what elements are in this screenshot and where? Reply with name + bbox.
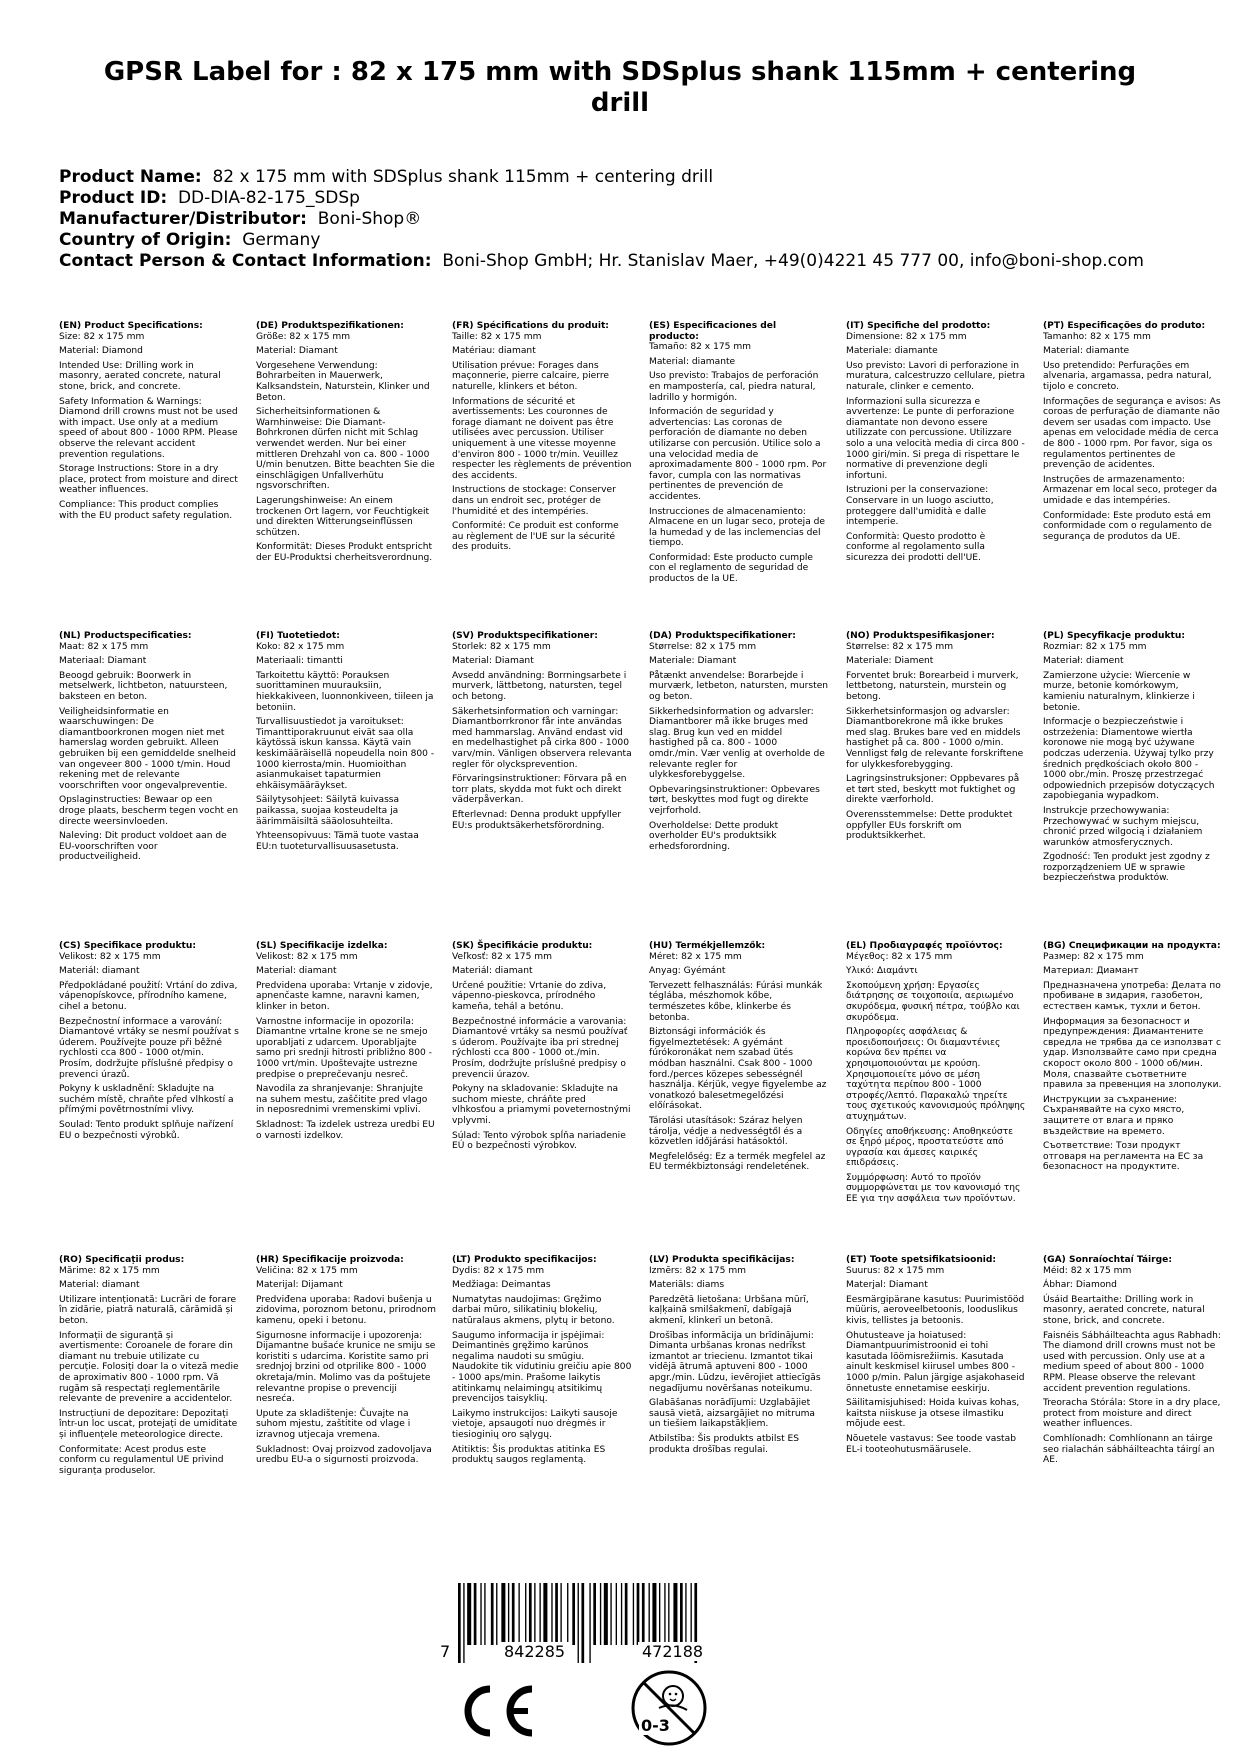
spec-material: Anyag: Gyémánt: [649, 966, 726, 977]
spec-safety: Sikkerhetsinformasjon og advarsler: Diamantborekrone må ikke brukes med slag. Brukes bare ved en middels hastighet på ca. 800 - 1000 o/min. Vennligst følg de relevante forskriftene for ulykkesforebygging.: [846, 706, 1024, 770]
spec-size: Izmērs: 82 x 175 mm: [649, 1265, 747, 1276]
barcode-bar: [659, 1583, 660, 1645]
barcode-bar: [496, 1583, 497, 1645]
origin-value: Germany: [242, 230, 321, 250]
manufacturer-label: Manufacturer/Distributor:: [59, 209, 307, 229]
spec-size: Размер: 82 x 175 mm: [1043, 951, 1144, 962]
barcode-bar: [555, 1583, 558, 1645]
spec-use: Intended Use: Drilling work in masonry, aerated concrete, natural stone, brick, and concrete.: [59, 360, 221, 392]
spec-size: Tamaño: 82 x 175 mm: [649, 342, 752, 353]
language-block: [452, 1255, 632, 1470]
barcode-bar: [508, 1583, 509, 1645]
spec-use: Zamierzone użycie: Wiercenie w murze, betonie komórkowym, kamieniu naturalnym, klinkierze i betonie.: [1043, 670, 1195, 713]
language-block: [59, 1255, 239, 1480]
manufacturer-value: Boni-Shop®: [317, 209, 422, 229]
language-heading: (DA) Produktspecifikationer:: [649, 631, 796, 641]
spec-storage: Navodila za shranjevanje: Shranjujte na suhem mestu, zaščitite pred vlago in neposrednimi vremenskimi vplivi.: [256, 1084, 428, 1116]
spec-compliance: Soulad: Tento produkt splňuje nařízení EU o bezpečnosti výrobků.: [59, 1119, 234, 1141]
language-block: [649, 321, 829, 589]
barcode-bar: [567, 1583, 568, 1645]
spec-compliance: Conformidade: Este produto está em conformidade com o regulamento de segurança de produtos da UE.: [1043, 510, 1212, 542]
barcode-bar: [604, 1583, 608, 1645]
barcode-bar: [610, 1583, 611, 1645]
spec-size: Veľkosť: 82 x 175 mm: [452, 951, 552, 962]
language-heading: (DE) Produktspezifikationen:: [256, 321, 404, 331]
spec-storage: Instructions de stockage: Conserver dans un endroit sec, protéger de l'humidité et des intempéries.: [452, 485, 616, 517]
spec-use: Uso previsto: Trabajos de perforación en mampostería, cal, piedra natural, ladrillo y hormigón.: [649, 371, 819, 403]
spec-storage: Laikymo instrukcijos: Laikyti sausoje vietoje, apsaugoti nuo drėgmės ir tiesioginių oro sąlygų.: [452, 1408, 618, 1440]
product-name-value: 82 x 175 mm with SDSplus shank 115mm + centering drill: [212, 167, 714, 187]
barcode-bar: [642, 1583, 645, 1645]
language-block: [1043, 631, 1223, 888]
spec-size: Suurus: 82 x 175 mm: [846, 1265, 945, 1276]
product-id-row: [59, 188, 1209, 209]
spec-safety: Πληροφορίες ασφάλειας & προειδοποιήσεις: Οι διαμαντένιες κορώνα δεν πρέπει να χρησιμοποιούνται με κρούση. Χρησιμοποιείτε μόνο σε μέση ταχύτητα περίπου 800 - 1000 στροφές/λεπτό. Παρακαλώ τηρείτε τους σχετικούς κανονισμούς πρόληψης ατυχημάτων.: [846, 1027, 1026, 1122]
barcode-bar: [539, 1583, 540, 1645]
contact-value: Boni-Shop GmbH; Hr. Stanislav Maer, +49(0)4221 45 777 00, info@boni-shop.com: [442, 251, 1144, 271]
spec-size: Mărime: 82 x 175 mm: [59, 1265, 160, 1276]
spec-use: Uso previsto: Lavori di perforazione in muratura, calcestruzzo cellulare, pietra naturale, clinker e cemento.: [846, 360, 1026, 392]
spec-safety: Sicherheitsinformationen & Warnhinweise: Die Diamant-Bohrkronen dürfen nicht mit Schlag verwendet werden. Nur bei einer mittleren Drehzahl von ca. 800 - 1000 U/min benutzen. Bitte beachten Sie die einschlägigen Unfallverhütu ngsvorschriften.: [256, 407, 435, 492]
barcode-bar: [668, 1583, 669, 1645]
spec-compliance: Overholdelse: Dette produkt overholder EU's produktsikk erhedsforordning.: [649, 820, 779, 852]
language-heading: (GA) Sonraíochtaí Táirge:: [1043, 1255, 1172, 1265]
language-block: [1043, 1255, 1223, 1470]
spec-size: Größe: 82 x 175 mm: [256, 331, 351, 342]
barcode-bar: [474, 1583, 477, 1645]
spec-material: Material: diamante: [1043, 346, 1130, 357]
spec-use: Avsedd användning: Borrningsarbete i murverk, lättbetong, natursten, tegel och betong.: [452, 670, 627, 702]
spec-material: Material: Diamond: [59, 346, 143, 357]
spec-storage: Инструкции за съхранение: Съхранявайте на сухо място, защитете от влага и пряко въздействие на времето.: [1043, 1094, 1185, 1137]
spec-storage: Instrucciones de almacenamiento: Almacene en un lugar seco, proteja de la humedad y de las inclemencias del tiempo.: [649, 506, 826, 549]
language-heading: (LV) Produkta specifikācijas:: [649, 1255, 795, 1265]
language-block: [649, 631, 829, 856]
barcode-bar: [525, 1583, 526, 1645]
barcode-bar: [691, 1583, 692, 1645]
spec-size: Maat: 82 x 175 mm: [59, 641, 149, 652]
spec-safety: Safety Information & Warnings: Diamond drill crowns must not be used with impact. Use only at a medium speed of about 800 - 1000 RPM. Please observe the relevant accident prevention regulations.: [59, 396, 238, 460]
ce-mark-icon: [456, 1683, 536, 1739]
barcode-bar: [529, 1583, 532, 1645]
spec-safety: Drošības informācija un brīdinājumi: Dimanta urbšanas kronas nedrīkst izmantot ar triecienu. Izmantot tikai vidējā ātrumā aptuveni 800 - 1000 apgr./min. Lūdzu, ievērojiet attiecīgās negadījumu novēršanas noteikumu.: [649, 1330, 821, 1394]
spec-material: Материал: Диамант: [1043, 966, 1139, 977]
spec-material: Materiale: Diamant: [649, 656, 737, 667]
barcode-bar: [633, 1583, 634, 1645]
age-label: 0-3: [641, 1716, 670, 1735]
spec-size: Storlek: 82 x 175 mm: [452, 641, 551, 652]
language-block: [649, 1255, 829, 1459]
spec-compliance: Conformidad: Este producto cumple con el reglamento de seguridad de productos de la UE.: [649, 552, 813, 585]
spec-material: Materijal: Dijamant: [256, 1280, 343, 1291]
spec-size: Størrelse: 82 x 175 mm: [649, 641, 757, 652]
spec-size: Μέγεθος: 82 x 175 mm: [846, 951, 953, 962]
spec-safety: Informações de segurança e avisos: As coroas de perfuração de diamante não devem ser usadas com impacto. Use apenas em velocidade média de cerca de 800 - 1000 rpm. Por favor, siga os regulamentos pertinentes de prevenção de acidentes.: [1043, 396, 1221, 471]
spec-material: Material: diamante: [649, 356, 736, 367]
spec-use: Eesmärgipärane kasutus: Puurimistööd müüris, aeroveelbetoonis, looduslikus kivis, tellistes ja betoonis.: [846, 1294, 1025, 1326]
barcode-bar: [572, 1583, 575, 1645]
barcode-bar: [480, 1583, 481, 1645]
product-id-value: DD-DIA-82-175_SDSp: [177, 188, 360, 208]
barcode-bar: [637, 1583, 640, 1645]
language-block: [846, 631, 1026, 846]
spec-use: Úsáid Beartaithe: Drilling work in masonry, aerated concrete, natural stone, brick, and concrete.: [1043, 1294, 1205, 1326]
spec-use: Påtænkt anvendelse: Borarbejde i murværk, letbeton, natursten, mursten og beton.: [649, 670, 829, 702]
spec-storage: Säilitamisjuhised: Hoida kuivas kohas, kaitsta niiskuse ja otsese ilmastiku mõjude eest.: [846, 1398, 1020, 1430]
spec-material: Material: diamant: [59, 1280, 140, 1291]
spec-material: Materiál: diamant: [452, 966, 533, 977]
spec-compliance: Súlad: Tento výrobok spĺňa nariadenie EÚ o bezpečnosti výrobkov.: [452, 1130, 626, 1152]
spec-storage: Lagerungshinweise: An einem trockenen Ort lagern, vor Feuchtigkeit und direkten Witterungseinflüssen schützen.: [256, 495, 430, 538]
spec-compliance: Konformität: Dieses Produkt entspricht der EU-Produktsi cherheitsverordnung.: [256, 542, 433, 563]
spec-storage: Tárolási utasítások: Száraz helyen tárolja, védje a nedvességtől és a közvetlen időjárási hatásoktól.: [649, 1115, 803, 1148]
language-block: [256, 1255, 436, 1470]
language-block: [59, 321, 239, 525]
barcode-bar: [616, 1583, 617, 1645]
spec-size: Koko: 82 x 175 mm: [256, 641, 345, 652]
spec-size: Tamanho: 82 x 175 mm: [1043, 331, 1151, 342]
spec-safety: Faisnéis Sábháilteachta agus Rabhadh: The diamond drill crowns must not be used with percussion. Only use at a medium speed of about 800 - 1000 RPM. Please observe the relevant accident prevention regulations.: [1043, 1330, 1221, 1394]
spec-safety: Säkerhetsinformation och varningar: Diamantborrkronor får inte användas med hammarslag. Använd endast vid en medelhastighet på cirka 800 - 1000 varv/min. Vänligen observera relevanta regler för olycksprevention.: [452, 706, 632, 770]
barcode-bar: [543, 1583, 547, 1645]
language-block: [846, 941, 1026, 1209]
language-block: [846, 321, 1026, 567]
spec-storage: Lagringsinstruksjoner: Oppbevares på et tørt sted, beskytt mot fuktighet og direkte værforhold.: [846, 774, 1020, 806]
language-heading: (ET) Toote spetsifikatsioonid:: [846, 1255, 997, 1265]
spec-compliance: Megfelelőség: Ez a termék megfelel az EU termékbiztonsági rendeletének.: [649, 1151, 826, 1173]
spec-use: Σκοπούμενη χρήση: Εργασίες διάτρησης σε τοιχοποιία, αεριωμένο σκυρόδεμα, φυσική πέτρα, τούβλο και σκυρόδεμα.: [846, 980, 1020, 1023]
spec-safety: Bezpečnostné informácie a varovania: Diamantové vrtáky sa nesmú používať s úderom. Používajte iba pri strednej rýchlosti cca 800 - 1000 ot./min. Prosím, dodržujte príslušné predpisy o prevencii úrazov.: [452, 1016, 628, 1080]
language-block: [256, 321, 436, 567]
product-info: [59, 167, 1209, 272]
language-block: [59, 631, 239, 867]
language-block: [59, 941, 239, 1145]
barcode-bar: [685, 1583, 686, 1645]
spec-use: Utilisation prévue: Forages dans maçonnerie, pierre calcaire, pierre naturelle, klinkers et béton.: [452, 360, 609, 392]
barcode-bar: [512, 1583, 515, 1645]
barcode-bar: [680, 1583, 683, 1645]
barcode-bar: [600, 1583, 601, 1645]
spec-size: Veličina: 82 x 175 mm: [256, 1265, 358, 1276]
language-block: [1043, 941, 1223, 1177]
language-block: [846, 1255, 1026, 1459]
barcode-digits-left: 842285: [500, 1642, 569, 1661]
spec-use: Forventet bruk: Borearbeid i murverk, lettbetong, naturstein, murstein og betong.: [846, 670, 1019, 702]
spec-storage: Pokyny na skladovanie: Skladujte na suchom mieste, chráňte pred vlhkosťou a priamymi poveternostnými vplyvmi.: [452, 1084, 631, 1126]
spec-compliance: Comhlíonadh: Comhlíonann an táirge seo rialachán sábháilteachta táirgí an AE.: [1043, 1433, 1215, 1466]
origin-label: Country of Origin:: [59, 230, 232, 250]
barcode-bar: [551, 1583, 552, 1645]
language-heading: (HU) Termékjellemzők:: [649, 941, 766, 951]
spec-use: Tarkoitettu käyttö: Porauksen suorittaminen muurauksiin, hiekkakiveen, luonnonkiveen, tiileen ja betoniin.: [256, 670, 434, 713]
spec-safety: Informații de siguranță și avertismente: Coroanele de forare din diamant nu trebuie utilizate cu percuție. Folosiți doar la o viteză medie de aproximativ 800 - 1000 rpm. Vă rugăm să respectați reglementările relevante de prevenire a accidentelor.: [59, 1330, 239, 1405]
language-heading: (HR) Specifikacije proizvoda:: [256, 1255, 404, 1265]
language-heading: (LT) Produkto specifikacijos:: [452, 1255, 597, 1265]
spec-size: Taille: 82 x 175 mm: [452, 331, 542, 342]
barcode-bar: [652, 1583, 656, 1645]
language-heading: (NL) Productspecificaties:: [59, 631, 192, 641]
spec-compliance: Sukladnost: Ovaj proizvod zadovoljava uredbu EU-a o sigurnosti proizvoda.: [256, 1444, 432, 1466]
spec-compliance: Conformité: Ce produit est conforme au règlement de l'UE sur la sécurité des produits.: [452, 521, 619, 553]
barcode-bar: [560, 1583, 561, 1645]
spec-size: Rozmiar: 82 x 175 mm: [1043, 641, 1147, 652]
spec-use: Numatytas naudojimas: Gręžimo darbai mūro, silikatinių blokelių, natūralaus akmens, plytų ir betono.: [452, 1294, 615, 1326]
barcode-bar: [649, 1583, 650, 1645]
language-heading: (EN) Product Specifications:: [59, 321, 203, 331]
spec-storage: Förvaringsinstruktioner: Förvara på en torr plats, skydda mot fukt och direkt väderpåverkan.: [452, 774, 627, 806]
spec-material: Material: Diamant: [452, 656, 534, 667]
spec-compliance: Conformitate: Acest produs este conform cu regulamentul UE privind siguranța produselor.: [59, 1444, 224, 1476]
spec-size: Velikost: 82 x 175 mm: [59, 951, 161, 962]
barcode-bar: [518, 1583, 519, 1645]
product-name-label: Product Name:: [59, 167, 202, 187]
barcode-bar: [501, 1583, 505, 1645]
spec-compliance: Conformità: Questo prodotto è conforme al regolamento sulla sicurezza dei prodotti dell'UE.: [846, 531, 986, 563]
spec-material: Materiál: diamant: [59, 966, 140, 977]
spec-material: Medžiaga: Deimantas: [452, 1280, 551, 1291]
spec-safety: Bezpečnostní informace a varování: Diamantové vrtáky se nesmí používat s úderem. Používejte pouze při běžné rychlosti cca 800 - 1000 ot/min. Prosím, dodržujte příslušné předpisy o prevenci úrazů.: [59, 1016, 239, 1080]
spec-storage: Istruzioni per la conservazione: Conservare in un luogo asciutto, proteggere dall'umidità e dalle intemperie.: [846, 485, 994, 528]
language-block: [452, 631, 632, 835]
spec-material: Materiāls: diams: [649, 1280, 725, 1291]
spec-material: Matériau: diamant: [452, 346, 536, 357]
spec-storage: Treoracha Stórála: Store in a dry place, protect from moisture and direct weather influences.: [1043, 1398, 1221, 1430]
language-heading: (CS) Specifikace produktu:: [59, 941, 196, 951]
spec-compliance: Yhteensopivuus: Tämä tuote vastaa EU:n tuoteturvallisuusasetusta.: [256, 831, 419, 852]
barcode-bar: [491, 1583, 494, 1645]
barcode-bar: [484, 1583, 485, 1645]
language-heading: (PL) Specyfikacje produktu:: [1043, 631, 1185, 641]
language-heading: (SK) Špecifikácie produktu:: [452, 941, 593, 951]
barcode-digits: [438, 1642, 752, 1664]
spec-compliance: Overensstemmelse: Dette produktet oppfyller EUs forskrift om produktsikkerhet.: [846, 809, 1013, 842]
spec-storage: Instrucțiuni de depozitare: Depozitați într-un loc uscat, protejați de umiditate și influențele meteorologice directe.: [59, 1408, 238, 1440]
spec-material: Material: diamant: [256, 966, 337, 977]
not-for-children-0-3-icon: [629, 1668, 709, 1748]
spec-material: Materiał: diament: [1043, 656, 1124, 667]
barcode-bar: [621, 1583, 622, 1645]
spec-safety: Ohutusteave ja hoiatused: Diamantpuurimistroonid ei tohi kasutada löömisrežiimis. Kasutada ainult keskmisel kiirusel umbes 800 - 1000 p/min. Palun järgige asjakohaseid õnnetuste ennetamise eeskirju.: [846, 1330, 1025, 1394]
spec-material: Materiale: diamante: [846, 346, 938, 357]
spec-size: Méret: 82 x 175 mm: [649, 951, 742, 962]
barcode-bar: [534, 1583, 535, 1645]
manufacturer-row: [59, 209, 1209, 230]
spec-storage: Οδηγίες αποθήκευσης: Αποθηκεύστε σε ξηρό μέρος, προστατεύστε από υγρασία και άμεσες καιρικές επιδράσεις.: [846, 1126, 1014, 1169]
spec-safety: Información de seguridad y advertencias: Las coronas de perforación de diamante no deben utilizarse con percusión. Utilice solo a una velocidad media de aproximadamente 800 - 1000 rpm. Por favor, cumpla con las normativas pertinentes de prevención de accidentes.: [649, 407, 827, 502]
origin-row: [59, 230, 1209, 251]
spec-material: Materiale: Diament: [846, 656, 934, 667]
barcode-bar: [593, 1583, 596, 1645]
language-heading: (PT) Especificações do produto:: [1043, 321, 1206, 331]
language-block: [452, 321, 632, 557]
language-block: [452, 941, 632, 1156]
spec-use: Paredzētā lietošana: Urbšana mūrī, kaļķainā smilšakmenī, dabīgajā akmenī, klinkerī un betonā.: [649, 1294, 809, 1326]
page-title: GPSR Label for : 82 x 175 mm with SDSplus shank 115mm + centering drill: [103, 57, 1137, 118]
spec-compliance: Atbilstība: Šis produkts atbilst ES produkta drošības regulai.: [649, 1433, 800, 1455]
spec-storage: Opslaginstructies: Bewaar op een droge plaats, bescherm tegen vocht en directe weersinvloeden.: [59, 795, 239, 827]
contact-label: Contact Person & Contact Information:: [59, 251, 432, 271]
contact-row: [59, 251, 1209, 272]
spec-compliance: Efterlevnad: Denna produkt uppfyller EU:s produktsäkerhetsförordning.: [452, 809, 622, 831]
language-heading: (FI) Tuotetiedot:: [256, 631, 340, 641]
spec-material: Ábhar: Diamond: [1043, 1280, 1117, 1291]
spec-use: Uso pretendido: Perfurações em alvenaria, argamassa, pedra natural, tijolo e concreto.: [1043, 360, 1212, 392]
barcode-digits-right: 472188: [638, 1642, 707, 1661]
spec-safety: Sigurnosne informacije i upozorenja: Dijamantne bušaće krunice ne smiju se koristiti s udarcima. Koristite samo pri srednjoj brzini od otprilike 800 - 1000 okretaja/min. Molimo vas da poštujete relevantne propise o prevenciji nesreća.: [256, 1330, 436, 1405]
spec-use: Utilizare intenționată: Lucrări de forare în zidărie, piatră naturală, cărămidă și beton.: [59, 1294, 237, 1326]
barcode-bar: [664, 1583, 665, 1645]
language-block: [1043, 321, 1223, 546]
barcode-digit-first: 7: [436, 1642, 454, 1661]
barcode-bar: [673, 1583, 677, 1645]
barcode-bar: [625, 1583, 628, 1645]
spec-size: Size: 82 x 175 mm: [59, 331, 145, 342]
spec-storage: Instrukcje przechowywania: Przechowywać w suchym miejscu, chronić przed wilgocią i działaniem warunków atmosferycznych.: [1043, 805, 1203, 848]
spec-compliance: Nõuetele vastavus: See toode vastab EL-i tooteohutusmäärusele.: [846, 1433, 1016, 1455]
spec-size: Dydis: 82 x 175 mm: [452, 1265, 545, 1276]
spec-safety: Turvallisuustiedot ja varoitukset: Timanttiporakruunut eivät saa olla käytössä iskun kanssa. Käytä vain keskimääräisellä nopeudella noin 800 - 1000 kierrosta/min. Huomioithan asianmukaiset tapaturmien ehkäisymääräykset.: [256, 717, 435, 791]
spec-safety: Информация за безопасност и предупреждения: Диамантените свредла не трябва да се използват с удар. Използвайте само при средна скорост около 800 - 1000 об/мин. Моля, спазвайте съответните правила за превенция на злополуки.: [1043, 1016, 1222, 1091]
spec-use: Predviđena uporaba: Radovi bušenja u zidovima, poroznom betonu, prirodnom kamenu, opeki i betonu.: [256, 1294, 436, 1326]
spec-use: Predvidena uporaba: Vrtanje v zidovje, apnenčaste kamne, naravni kamen, klinker in beton.: [256, 980, 433, 1012]
spec-safety: Sikkerhedsinformation og advarsler: Diamantborer må ikke bruges med slag. Brug kun ved en middel hastighed på ca. 800 - 1000 omdr./min. Vær venlig at overholde de relevante regler for ulykkesforebyggelse.: [649, 706, 825, 781]
spec-size: Dimensione: 82 x 175 mm: [846, 331, 967, 342]
spec-material: Materiaal: Diamant: [59, 656, 147, 667]
barcode-bar: [467, 1583, 471, 1645]
spec-compliance: Naleving: Dit product voldoet aan de EU-voorschriften voor productveiligheid.: [59, 831, 227, 863]
language-block: [256, 941, 436, 1145]
spec-compliance: Skladnost: Ta izdelek ustreza uredbi EU o varnosti izdelkov.: [256, 1119, 435, 1141]
spec-compliance: Συμμόρφωση: Αυτό το προϊόν συμμορφώνεται με τον κανονισμό της ΕΕ για την ασφάλεια των προϊόντων.: [846, 1172, 1021, 1205]
language-heading: (EL) Προδιαγραφές προϊόντος:: [846, 941, 1003, 951]
language-heading: (ES) Especificaciones del producto:: [649, 321, 777, 342]
language-heading: (SV) Produktspecifikationer:: [452, 631, 598, 641]
spec-size: Méid: 82 x 175 mm: [1043, 1265, 1132, 1276]
spec-use: Vorgesehene Verwendung: Bohrarbeiten in Mauerwerk, Kalksandstein, Naturstein, Klinker und Beton.: [256, 360, 430, 403]
spec-safety: Varnostne informacije in opozorila: Diamantne vrtalne krone se ne smejo uporabljati z udarcem. Uporabljajte samo pri srednji hitrosti približno 800 - 1000 vrt/min. Upoštevajte ustrezne predpise o preprečevanju nesreč.: [256, 1016, 432, 1080]
spec-size: Velikost: 82 x 175 mm: [256, 951, 358, 962]
spec-storage: Instruções de armazenamento: Armazenar em local seco, proteger da umidade e das intempéries.: [1043, 474, 1218, 506]
spec-material: Υλικό: Διαμάντι: [846, 966, 918, 977]
spec-material: Materjal: Diamant: [846, 1280, 928, 1291]
language-heading: (IT) Specifiche del prodotto:: [846, 321, 991, 331]
spec-compliance: Atitiktis: Šis produktas atitinka ES produktų saugos reglamentą.: [452, 1444, 606, 1466]
spec-safety: Informacje o bezpieczeństwie i ostrzeżenia: Diamentowe wiertła koronowe nie mogą być używane podczas uderzenia. Używaj tylko przy średnich prędkościach około 800 - 1000 obr./min. Proszę przestrzegać odpowiednich przepisów dotyczących zapobiegania wypadkom.: [1043, 717, 1215, 802]
spec-safety: Informazioni sulla sicurezza e avvertenze: Le punte di perforazione diamantate non devono essere utilizzate con percussione. Utilizzare solo a una velocità media di circa 800 - 1000 giri/min. Si prega di rispettare le normative di prevenzione degli infortuni.: [846, 396, 1025, 481]
product-id-label: Product ID:: [59, 188, 168, 208]
language-block: [649, 941, 829, 1177]
spec-safety: Informations de sécurité et avertissements: Les couronnes de forage diamant ne doivent pas être utilisées avec percussion. Utiliser uniquement à une vitesse moyenne d'environ 800 - 1000 tr/min. Veuillez respecter les règlements de prévention des accidents.: [452, 396, 632, 481]
spec-use: Určené použitie: Vrtanie do zdiva, vápenno-pieskovca, prírodného kameňa, tehál a betónu.: [452, 980, 607, 1012]
spec-size: Størrelse: 82 x 175 mm: [846, 641, 954, 652]
spec-material: Materiaali: timantti: [256, 656, 343, 667]
language-heading: (RO) Specificații produs:: [59, 1255, 185, 1265]
spec-use: Предназначена употреба: Делата по пробиване в зидария, газобетон, естествен камък, тухли и бетон.: [1043, 980, 1221, 1012]
spec-use: Beoogd gebruik: Boorwerk in metselwerk, lichtbeton, natuursteen, baksteen en beton.: [59, 670, 228, 702]
spec-storage: Pokyny k uskladnění: Skladujte na suchém místě, chraňte před vlhkostí a přímými povětrnostními vlivy.: [59, 1084, 234, 1116]
spec-storage: Opbevaringsinstruktioner: Opbevares tørt, beskyttes mod fugt og direkte vejrforhold.: [649, 784, 820, 816]
language-heading: (FR) Spécifications du produit:: [452, 321, 609, 331]
language-heading: (SL) Specifikacije izdelka:: [256, 941, 388, 951]
spec-material: Material: Diamant: [256, 346, 338, 357]
spec-storage: Säilytysohjeet: Säilytä kuivassa paikassa, suojaa kosteudelta ja äärimmäisiltä sääolosuhteilta.: [256, 795, 400, 827]
spec-storage: Storage Instructions: Store in a dry place, protect from moisture and direct weather influences.: [59, 464, 238, 496]
spec-use: Předpokládané použití: Vrtání do zdiva, vápenopískovce, přírodního kamene, cihel a betonu.: [59, 980, 238, 1012]
spec-compliance: Zgodność: Ten produkt jest zgodny z rozporządzeniem UE w sprawie bezpieczeństwa produktów.: [1043, 852, 1210, 884]
language-heading: (NO) Produktspesifikasjoner:: [846, 631, 995, 641]
language-block: [256, 631, 436, 856]
spec-safety: Veiligheidsinformatie en waarschuwingen: De diamantboorkronen mogen niet met hamerslag worden gebruikt. Alleen gebruiken bij een gemiddelde snelheid van ongeveer 800 - 1000 t/min. Houd rekening met de relevante voorschriften voor ongevalpreventie.: [59, 706, 236, 791]
spec-safety: Biztonsági információk és figyelmeztetések: A gyémánt fúrókoronákat nem szabad ütés módban használni. Csak 800 - 1000 ford./perces közepes sebességnél használja. Kérjük, vegye figyelembe az vonatkozó balesetmegelőzési előírásokat.: [649, 1027, 827, 1112]
spec-safety: Saugumo informacija ir įspėjimai: Deimantinės gręžimo karūnos negalima naudoti su smūgiu. Naudokite tik vidutiniu greičiu apie 800 - 1000 aps/min. Prašome laikytis atitinkamų nelaimingų atsitikimų prevencijos taisyklių.: [452, 1330, 632, 1405]
spec-compliance: Compliance: This product complies with the EU product safety regulation.: [59, 499, 233, 521]
spec-use: Tervezett felhasználás: Fúrási munkák téglába, mészhomok kőbe, természetes kőbe, klinkerbe és betonba.: [649, 980, 823, 1023]
spec-storage: Upute za skladištenje: Čuvajte na suhom mjestu, zaštitite od vlage i izravnog utjecaja vremena.: [256, 1408, 411, 1440]
language-heading: (BG) Спецификации на продукта:: [1043, 941, 1221, 951]
spec-storage: Glabāšanas norādījumi: Uzglabājiet sausā vietā, aizsargājiet no mitruma un tiešiem laikapstākļiem.: [649, 1398, 816, 1430]
product-name-row: [59, 167, 1209, 188]
spec-compliance: Съответствие: Този продукт отговаря на регламента на ЕС за безопасност на продуктите.: [1043, 1141, 1204, 1173]
